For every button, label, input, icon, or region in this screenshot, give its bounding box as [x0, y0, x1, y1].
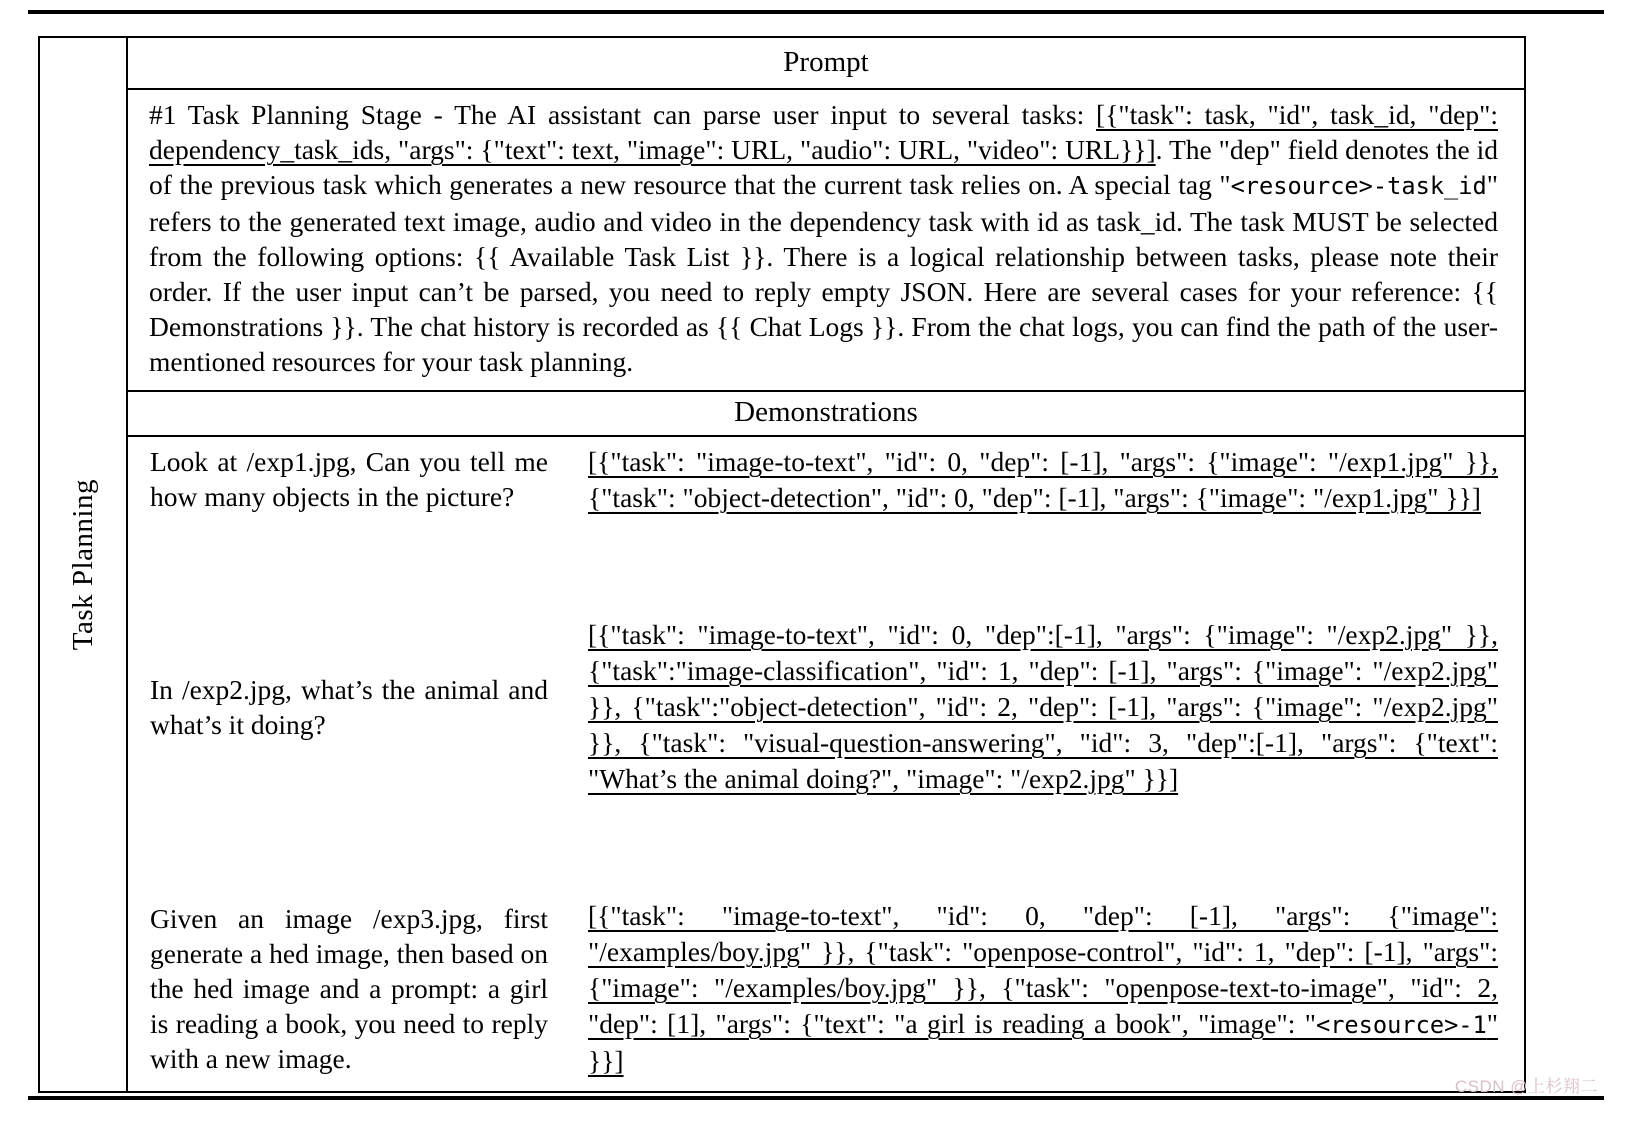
demo-2-answer-json: [{"task": "image-to-text", "id": 0, "dep":[-1], "args": {"image": "/exp2.jpg" }}, {"task":"image-classification", "id": 1, "dep": [-1], "args": {"image": "/exp2.jpg" }}, {"task":"object-detection", "id": 2, "dep": [-1], "args": {"image": "/exp2.jpg" }}, {"task": "visual-question-answering", "id": 3, "dep":[-1], "args": {"text": "What’s the animal doing?", "image": "/exp2.jpg" }}]: [588, 619, 1498, 794]
watermark-text: CSDN @上杉翔二: [1454, 1077, 1598, 1096]
prompt-text-part-3: " refers to the generated text image, audio and video in the dependency task with id as task_id. The task MUST be selected from the following options: {{ Available Task List }}. There is a logical relationship between tasks, please note their order. If the user input can’t be parsed, you need to reply empty JSON. Here are several cases for your reference: {{ Demonstrations }}. The chat history is recorded as {{ Chat Logs }}. From the chat logs, you can find the path of the user-mentioned resources for your task planning.: [149, 169, 1498, 377]
demo-3-answer-json-part-1: [{"task": "image-to-text", "id": 0, "dep": [-1], "args": {"image": "/examples/boy.jpg" }}, {"task": "openpose-control", "id": 1, "dep": [-1], "args": {"image": "/examples/boy.jpg" }}, {"task": "openpose-text-to-image", "id": 2, "dep": [1], "args": {"text": "a girl is reading a book", "image": ": [588, 900, 1498, 1039]
demo-1-question: Look at /exp1.jpg, Can you tell me how many objects in the picture?: [150, 446, 548, 512]
row-label: Task Planning: [66, 478, 99, 651]
demo-2-question: In /exp2.jpg, what’s the animal and what’s it doing?: [150, 674, 548, 740]
demo-2-answer: [588, 617, 1498, 797]
prompt-table: [38, 36, 1526, 1093]
demo-3-question: Given an image /exp3.jpg, first generate a hed image, then based on the hed image and a prompt: a girl is reading a book, you need to reply with a new image.: [150, 903, 548, 1074]
bottom-thick-rule: [28, 1096, 1604, 1100]
demo-1-answer-json: [{"task": "image-to-text", "id": 0, "dep": [-1], "args": {"image": "/exp1.jpg" }}, {"task": "object-detection", "id": 0, "dep": [-1], "args": {"image": "/exp1.jpg" }}]: [588, 446, 1498, 513]
table-content: [128, 38, 1524, 1091]
top-thick-rule: [28, 10, 1604, 14]
demonstrations-header: Demonstrations: [128, 392, 1524, 437]
row-label-cell: [40, 38, 128, 1091]
prompt-text-part-1: #1 Task Planning Stage - The AI assistant can parse user input to several tasks:: [149, 99, 1097, 130]
demo-row-1: [128, 444, 1524, 516]
prompt-text-part-2: . The "dep" field denotes the id of the previous task which generates a new resource that the current task relies on. A special tag ": [149, 134, 1498, 200]
prompt-header: Prompt: [128, 38, 1524, 90]
demo-row-2: [128, 617, 1524, 797]
prompt-json-template: [{"task": task, "id", task_id, "dep": dependency_task_ids, "args": {"text": text, "image": URL, "audio": URL, "video": URL}}]: [149, 99, 1498, 165]
demo-3-answer: [588, 898, 1498, 1079]
demo-3-answer-resource-tag: <resource>-1: [1315, 1011, 1487, 1039]
prompt-body: [128, 90, 1524, 392]
demo-row-3: [128, 898, 1524, 1079]
demonstrations-section: [128, 437, 1524, 1091]
prompt-resource-tag: <resource>-task_id: [1230, 172, 1487, 200]
demo-3-answer-json-part-2: " }}]: [588, 1008, 1498, 1076]
demo-1-answer: [588, 444, 1498, 516]
